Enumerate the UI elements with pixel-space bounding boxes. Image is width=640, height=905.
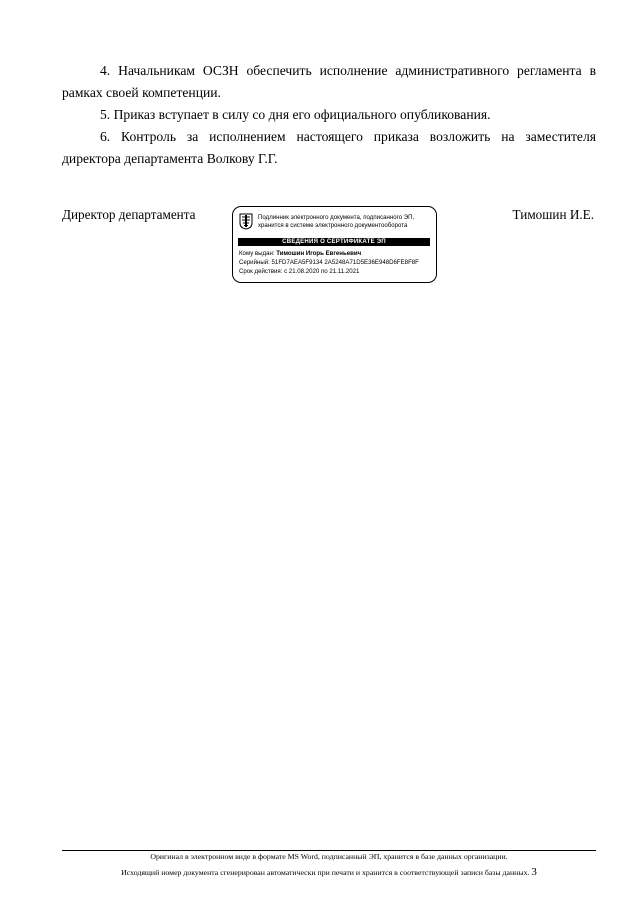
stamp-header — [258, 214, 433, 229]
paragraph-4: 4. Начальникам ОСЗН обеспечить исполнение административного регламента в рамках своей компетенции. — [62, 63, 596, 100]
page-number: 3 — [531, 866, 537, 878]
footer-divider — [62, 850, 596, 851]
stamp-issued-value: Тимошин Игорь Евгеньевич — [276, 250, 362, 257]
stamp-validity-row — [239, 268, 359, 276]
paragraph-5: 5. Приказ вступает в силу со дня его официального опубликования. — [100, 107, 491, 122]
signatory-position: Директор департамента — [62, 207, 196, 222]
coat-of-arms-icon — [239, 213, 253, 230]
footer-note-number-text: Исходящий номер документа сгенерирован автоматически при печати и хранится в соответствующей записи базы данных. — [121, 868, 530, 877]
paragraph-6: 6. Контроль за исполнением настоящего приказа возложить на заместителя директора департамента Волкову Г.Г. — [62, 129, 596, 166]
stamp-header-line2: хранится в системе электронного документооборота — [258, 221, 408, 229]
stamp-header-line1: Подлинник электронного документа, подписанного ЭП, — [258, 214, 415, 221]
stamp-issued-label: Кому выдан: — [239, 250, 275, 257]
order-body — [62, 60, 596, 170]
stamp-serial-value: 51FD7AEA5F9134 2A5248A71D5E36E948D6FE8F8F — [271, 259, 419, 266]
footer-note-number — [62, 866, 596, 879]
stamp-serial-row — [239, 259, 419, 267]
stamp-serial-label: Серийный: — [239, 259, 270, 266]
stamp-title: СВЕДЕНИЯ О СЕРТИФИКАТЕ ЭП — [238, 238, 430, 246]
signatory-name: Тимошин И.Е. — [512, 207, 594, 222]
stamp-issued-row — [239, 250, 361, 258]
stamp-validity-label: Срок действия: — [239, 268, 283, 275]
electronic-signature-stamp — [232, 206, 437, 283]
footer-note-original: Оригинал в электронном виде в формате MS Word, подписанный ЭП, хранится в базе данных организации. — [150, 852, 508, 861]
stamp-validity-value: с 21.08.2020 по 21.11.2021 — [284, 268, 360, 275]
